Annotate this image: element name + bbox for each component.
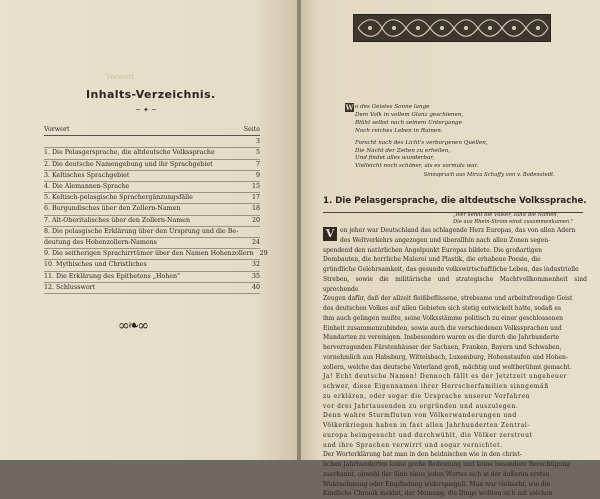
toc-entry-page: 35 [251, 272, 260, 280]
toc-entry-page: 32 [251, 261, 260, 269]
body-line: gründliche Gelehrsamkeit, das gesunde volkswirtschaftliche Leben, das industrielle [323, 266, 579, 273]
body-line: spendend den natürlichen Angelpunkt Europas bildete. Die großartigen [323, 246, 543, 254]
toc-title: Inhalts-Verzeichnis. [86, 88, 216, 101]
toc-entry [44, 182, 260, 193]
toc-entry [44, 171, 260, 182]
poem-source: Sinnspruch aus Mirza Schaffy von v. Bodenstedt. [423, 172, 555, 179]
body-line: Wahrnehmung oder Empfindung widerspiegelt. Man war vielmehr, wie die [323, 480, 551, 488]
title-ornament-icon: ~ ✦ ~ [134, 106, 158, 114]
toc-entry [44, 204, 260, 215]
toc-entry-page: 7 [255, 160, 260, 168]
poem-line: Blüht selbst nach seinem Untergange [355, 119, 462, 126]
motto-line: Die aus Rhein-Strom einst zusammenkamen." [453, 219, 574, 225]
body-line: vor drei Jahrtausenden zu ergründen und auszulegen. [323, 402, 519, 410]
toc-entry-title: 7. Alt-Oberitalisches über den Zollern-Namen [44, 216, 191, 224]
epigraph-poem [345, 103, 555, 180]
body-line: hervorragenden Fürstenhäuser der Sachsen, Franken, Bayern und Schwaben, [323, 344, 562, 351]
table-of-contents [44, 125, 268, 294]
toc-header [44, 125, 260, 136]
toc-entry-title: 8. Die pelasgische Erklärung über den Ursprung und die Be- [44, 227, 239, 235]
toc-entry [44, 260, 260, 271]
body-line: Kindliche Chronik meldet, der Meinung, die Dinge wollten sich mit solchen [323, 490, 553, 498]
body-line: Einheit zusammenzubinden, sowie auch die verschiedenen Volkssprachen und [323, 324, 562, 332]
toc-entry-title: deutung des Hohenzollern-Namens [44, 239, 157, 247]
body-line: des deutschen Volkes auf allen Gebieten sich stetig entwickelt hatte, sodaß es [323, 305, 562, 312]
left-page [0, 0, 298, 460]
right-page [301, 0, 600, 498]
toc-entry-page: 9 [255, 171, 260, 179]
poem-line: Noch reiches Leben in Ruinen. [355, 127, 443, 134]
toc-entry-page: 3 [255, 138, 260, 146]
poem-line: Die Nacht der Zeiten zu erhellen, [355, 147, 451, 154]
ornamental-header-band-icon [353, 14, 551, 42]
body-text [323, 226, 587, 499]
toc-header-right: Seite [243, 126, 260, 133]
toc-entry-page: 17 [251, 194, 260, 202]
body-line-rest: on jeher war Deutschland das schlagende Herz Europas, das von allen Adern [340, 227, 576, 234]
body-line: Zeugen dafür, daß der allzeit fleißbeflissene, strebsame und arbeitsfreudige Geist [323, 295, 573, 303]
toc-entry [44, 238, 260, 249]
toc-entry [44, 272, 260, 283]
toc-entry-title: 11. Die Erklärung des Epithetons „Hohen" [44, 272, 180, 280]
toc-entry [44, 249, 268, 260]
toc-entry-page: 18 [251, 205, 260, 213]
toc-entry-title: 5. Keltisch-pelasgische Sprachergänzungsfälle [44, 194, 193, 202]
body-line: ihm auch gelingen mußte, seine Volksstämme politisch zu einer geschlossenen [323, 314, 563, 322]
poem-line: Vielleicht noch schöner, als es vormals war. [355, 163, 479, 170]
body-line: europa heimgesucht und durchwühlt, die Völker zerstreut [323, 431, 533, 439]
toc-entry [44, 227, 260, 238]
toc-entry-page: 29 [259, 250, 268, 258]
body-line: zu erklären, oder sogar die Ursprache unserer Vorfahren [323, 392, 531, 400]
body-line: Völkerkriegen haben in fast allen Jahrhunderten Zentral- [323, 422, 531, 429]
toc-entry [44, 193, 260, 204]
body-line: des Weltverkehrs angezogen und überallhin nach allen Zonen segen- [340, 236, 551, 244]
toc-entry [44, 148, 260, 159]
toc-entry-page: 24 [251, 239, 260, 247]
body-line: Streben, sowie die militärische und strategische Machtvollkommenheit sind sprechende [323, 275, 587, 293]
toc-entry-page: 40 [251, 283, 260, 291]
body-line: zuerkannt, obwohl der Sinn eines jeden Wortes sich in der äußeren ersten [323, 470, 550, 478]
toc-entry-title: 2. Die deutsche Namengebung und ihr Sprachgebiet [44, 160, 213, 168]
toc-entry-page [246, 227, 260, 237]
toc-rows [44, 137, 268, 294]
poem-line: Forscht nach des Licht's verborgenen Quellen, [355, 139, 488, 146]
poem-line: o des Geistes Sonne lange [355, 104, 430, 110]
toc-entry [44, 160, 260, 171]
body-line: und ihre Sprachen verwirrt und sogar vernichtet. [323, 441, 503, 449]
toc-entry-title: 9. Die seitherigen Sprachirrtümer über den Namen Hohenzollern [44, 250, 254, 258]
toc-entry-page: 20 [251, 216, 260, 224]
toc-entry-title: 10. Mythisches und Christliches [44, 261, 147, 269]
body-line: zollern, welche das deutsche Vaterland groß, mächtig und weltberühmt gemacht. [323, 363, 572, 371]
body-line: Dombauten, die herrliche Malerei und Plastik, die erhabene Poesie, die [323, 256, 541, 264]
bleed-through-text: Vorwort [106, 73, 135, 81]
body-line: schwer, diese Eigennamen ihrer Herrscherfamilien sinngemäß [323, 383, 549, 390]
body-line: Mundarten zu vereinigen. Insbesondere waren es die durch die Jahrhunderte [323, 334, 560, 342]
body-line: Denn wahre Sturmfluten von Völkerwanderungen und [323, 412, 517, 420]
toc-header-left: Vorwort [44, 126, 70, 133]
body-line: Ja! Echt deutsche Namen! Dennoch fällt es der Jetztzeit ungeheuer [323, 373, 568, 381]
chapter-motto [453, 212, 593, 226]
body-line: lichen Jahrhunderten keine große Bedeutung und keine besondere Berechtigung [323, 461, 570, 468]
toc-entry-title: 6. Burgundisches über den Zollern-Namen [44, 205, 181, 213]
toc-entry-page: 5 [255, 149, 260, 157]
poem-line: Und findet alles wunderbar, [355, 155, 435, 162]
body-line: vornehmlich aus Habsburg, Wittelsbach, Luxemburg, Hohenstaufen und Hohen- [323, 353, 568, 361]
toc-entry-page: 15 [251, 183, 260, 191]
toc-entry [44, 137, 260, 148]
toc-entry-title: 3. Keltisches Sprachgebiet [44, 171, 130, 179]
poem-initial: W [345, 103, 354, 112]
toc-entry [44, 216, 260, 227]
toc-entry-title: 12. Schlusswort [44, 283, 96, 291]
motto-line: „Wer kennt die Völker, zählt die Namen, [453, 212, 559, 218]
drop-cap: V [323, 227, 337, 241]
body-line: Der Worterklärung hat man in den heidnischen wie in den christ- [323, 451, 522, 459]
flourish-ornament-icon: ∞❧∞ [118, 318, 148, 334]
poem-line: Dem Volk in vollem Glanz geschienen, [355, 111, 464, 118]
toc-entry-title: 1. Die Pelasgersprache, die altdeutsche Volkssprache [44, 149, 215, 157]
chapter-title: 1. Die Pelasgersprache, die altdeutsche Volkssprache. [323, 196, 587, 206]
chapter-heading [323, 196, 587, 213]
toc-entry [44, 283, 260, 294]
toc-entry-title: 4. Die Alemannen-Sprache [44, 183, 130, 191]
